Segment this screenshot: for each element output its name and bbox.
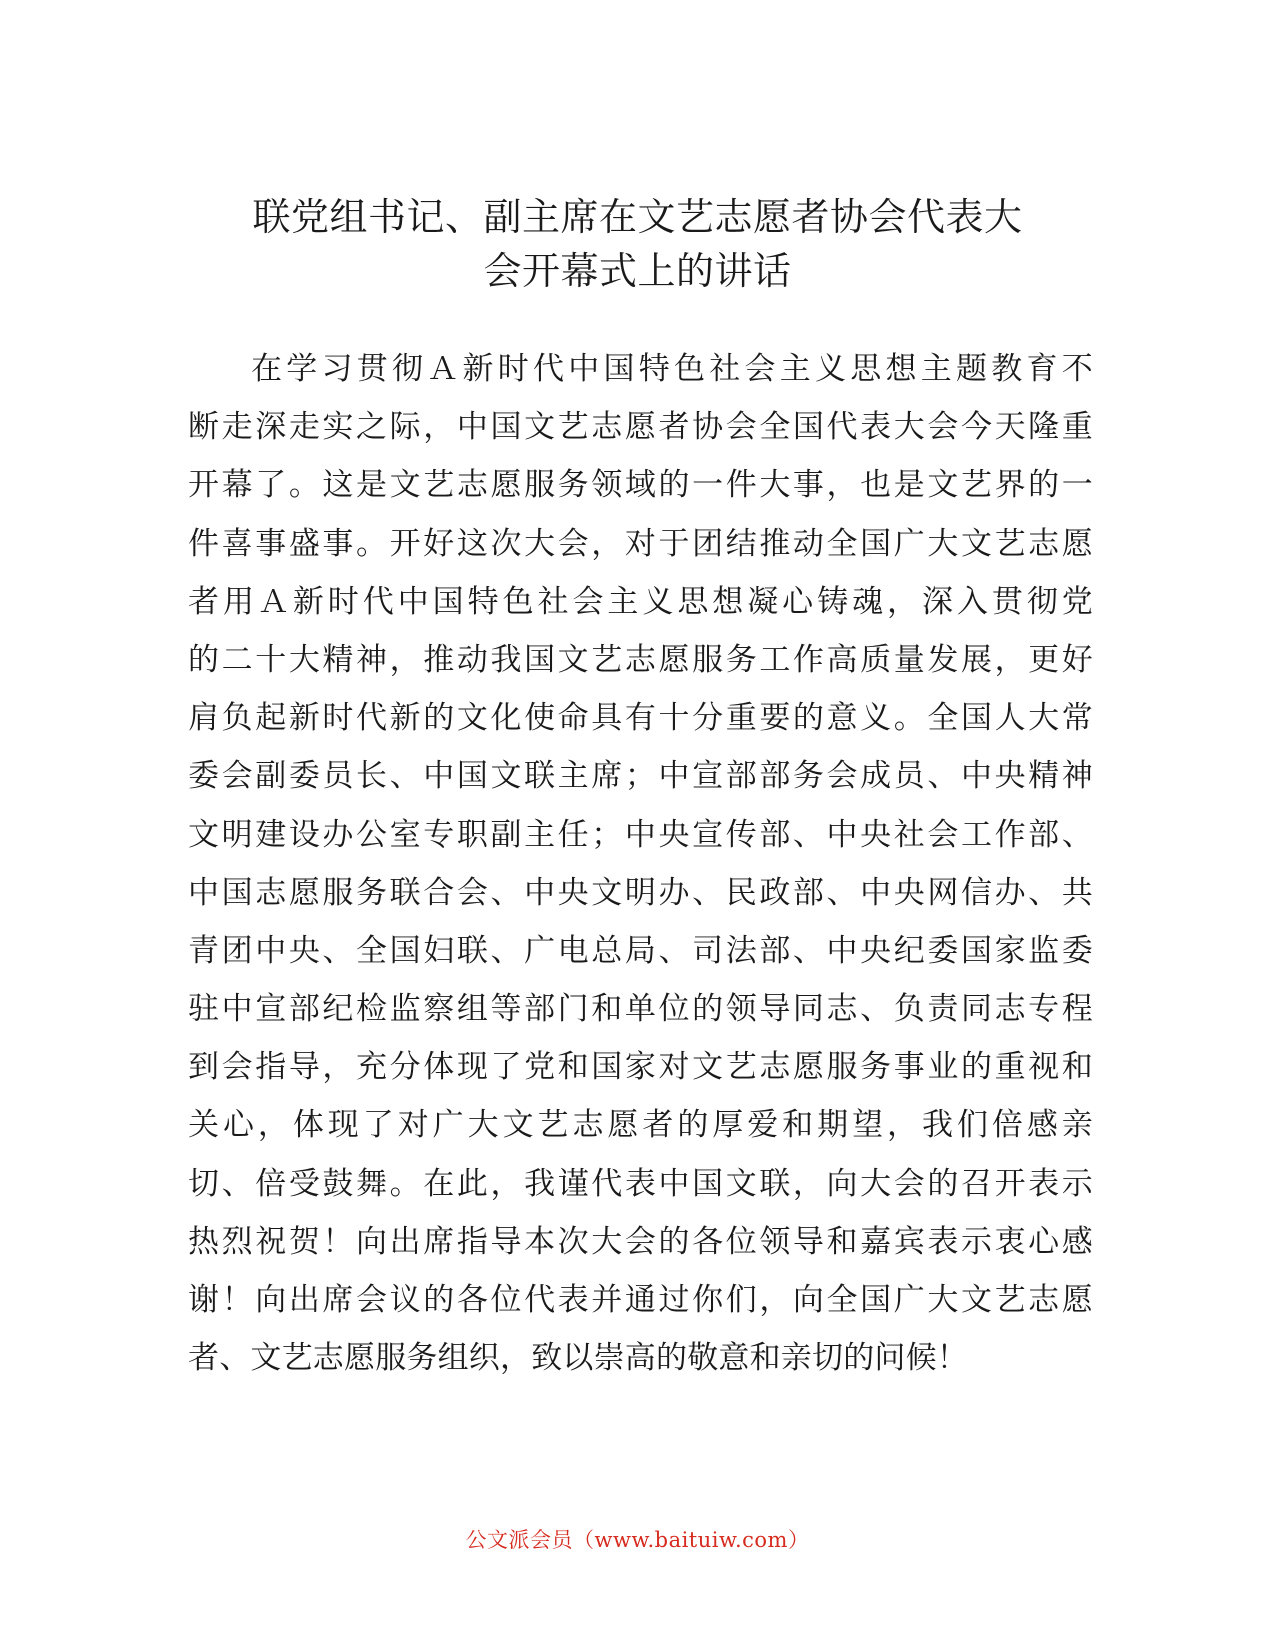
body-line: 在学习贯彻Ａ新时代中国特色社会主义思想主题教育不 (251, 351, 1093, 387)
body-line: 中国志愿服务联合会、中央文明办、民政部、中央网信办、共 (188, 874, 1093, 911)
footer-watermark: 公文派会员（www.baituiw.com） (465, 1528, 810, 1552)
body-line: 肩负起新时代新的文化使命具有十分重要的意义。全国人大常 (188, 700, 1093, 737)
body-line: 开幕了。这是文艺志愿服务领域的一件大事，也是文艺界的一 (188, 467, 1093, 504)
body-line: 到会指导，充分体现了党和国家对文艺志愿服务事业的重视和 (188, 1049, 1093, 1086)
body-line: 委会副委员长、中国文联主席；中宣部部务会成员、中央精神 (188, 758, 1093, 795)
body-line: 文明建设办公室专职副主任；中央宣传部、中央社会工作部、 (188, 816, 1093, 853)
body-line: 青团中央、全国妇联、广电总局、司法部、中央纪委国家监委 (188, 932, 1093, 969)
body-line: 者、文艺志愿服务组织，致以崇高的敬意和亲切的问候！ (188, 1340, 968, 1377)
title-line-1: 联党组书记、副主席在文艺志愿者协会代表大 (252, 195, 1023, 239)
body-line: 关心，体现了对广大文艺志愿者的厚爱和期望，我们倍感亲 (188, 1107, 1093, 1144)
body-line: 谢！向出席会议的各位代表并通过你们，向全国广大文艺志愿 (188, 1282, 1093, 1318)
body-line: 者用Ａ新时代中国特色社会主义思想凝心铸魂，深入贯彻党 (188, 583, 1093, 620)
body-line: 的二十大精神，推动我国文艺志愿服务工作高质量发展，更好 (188, 641, 1093, 678)
page-title (160, 190, 1115, 298)
body-line: 热烈祝贺！向出席指导本次大会的各位领导和嘉宾表示衷心感 (188, 1223, 1093, 1260)
body-line: 切、倍受鼓舞。在此，我谨代表中国文联，向大会的召开表示 (188, 1165, 1093, 1202)
body-line: 驻中宣部纪检监察组等部门和单位的领导同志、负责同志专程 (188, 991, 1093, 1028)
body-paragraph (188, 340, 1093, 1387)
title-line-2: 会开幕式上的讲话 (483, 249, 792, 293)
body-line: 断走深走实之际，中国文艺志愿者协会全国代表大会今天隆重 (188, 409, 1093, 446)
body-line: 件喜事盛事。开好这次大会，对于团结推动全国广大文艺志愿 (188, 525, 1093, 562)
